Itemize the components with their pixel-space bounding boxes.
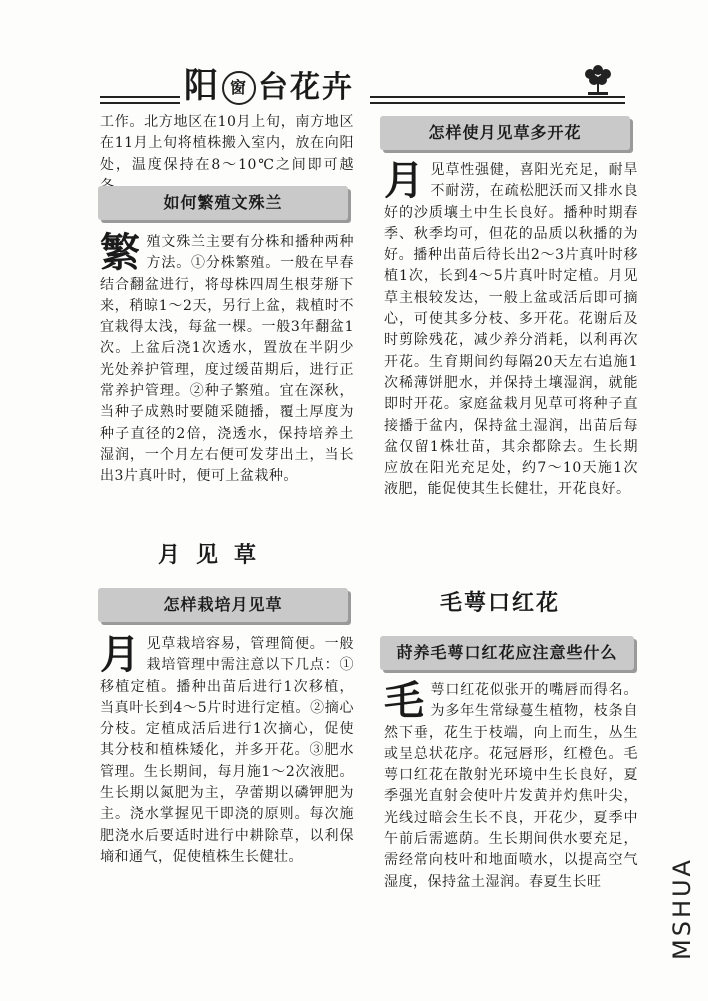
right-paragraph-1-text: 见草性强健，喜阳光充足，耐旱不耐涝，在疏松肥沃而又排水良好的沙质壤土中生长良好。播种时期春季、秋季均可，但花的品质以秋播的为好。播种出苗后待长出2～3片真叶时移植1次，长到4～5片真叶时定植。月见草主根较发达，一般上盆或活后即可摘心，可使其多分枝、多开花。花谢后及时剪除残花，减少养分消耗，以利再次开花。生育期间约每隔20天左右追施1次稀薄饼肥水，并保持土壤湿润，就能即时开花。家庭盆栽月见草可将种子直接播于盆内，保持盆土湿润，出苗后每盆仅留1株壮苗，其余都除去。生长期应放在阳光充足处，约7～10天施1次液肥，能促使其生长健壮，开花良好。 — [384, 162, 638, 498]
left-paragraph-1 — [100, 232, 354, 488]
masthead-title — [184, 66, 354, 108]
left-paragraph-1-dropcap: 繁 — [100, 230, 141, 276]
flower-icon — [578, 58, 618, 98]
left-paragraph-2-text: 见草栽培容易，管理简便。一般栽培管理中需注意以下几点：①移植定植。播种出苗后进行1次移植，当真叶长到4～5片时进行定植。②摘心分枝。定植成活后进行1次摘心，促使其分枝和植株矮化，并多开花。③肥水管理。生长期间，每月施1～2次液肥。生长期以氮肥为主，孕蕾期以磷钾肥为主。浇水掌握见干即浇的原则。每次施肥浇水后要适时进行中耕除草，以利保墒和通气，促使植株生长健壮。 — [100, 636, 354, 865]
masthead-rule-left — [100, 96, 180, 104]
right-paragraph-1-dropcap: 月 — [384, 158, 425, 204]
left-intro-text: 工作。北方地区在10月上旬，南方地区在11月上旬将植株搬入室内，放在向阳处，温度保持在8～10℃之间即可越 — [100, 114, 354, 173]
masthead-title-part1: 阳 — [184, 66, 220, 106]
left-section-title: 月见草 — [158, 543, 273, 568]
right-paragraph-2-dropcap: 毛 — [384, 678, 425, 724]
left-paragraph-2-dropcap: 月 — [100, 632, 141, 678]
left-banner-2: 怎样栽培月见草 — [98, 588, 348, 622]
masthead-title-part2: 台花卉 — [258, 70, 354, 105]
masthead-seal: 窗 — [222, 71, 256, 105]
right-banner-2: 莳养毛萼口红花应注意些什么 — [380, 636, 634, 670]
right-section-title: 毛萼口红花 — [440, 591, 561, 616]
right-paragraph-2 — [384, 680, 638, 893]
left-banner-1: 如何繁殖文殊兰 — [98, 186, 348, 220]
left-paragraph-1-text: 殖文殊兰主要有分株和播种两种方法。①分株繁殖。一般在早春结合翻盆进行，将母株四周生根芽掰下来，稍晾1～2天，另行上盆，栽植时不宜栽得太浅，每盆一棵。一般3年翻盆1次。上盆后浇1次透水，置放在半阴少光处养护管理，度过缓苗期后，进行正常养护管理。②种子繁殖。宜在深秋，当种子成熟时要随采随播，覆土厚度为种子直径的2倍，浇透水，保持培养土湿润，一个月左右便可发芽出土，当长出3片真叶时，便可上盆栽种。 — [100, 234, 354, 485]
masthead — [100, 58, 630, 112]
right-paragraph-1 — [384, 160, 638, 501]
left-paragraph-2 — [100, 634, 354, 868]
right-banner-1: 怎样使月见草多开花 — [380, 116, 630, 150]
watermark: MSHUA — [668, 857, 696, 960]
right-paragraph-2-text: 萼口红花似张开的嘴唇而得名。为多年生常绿蔓生植物，枝条自然下垂，花生于枝端，向上而生，丛生或呈总状花序。花冠唇形，红橙色。毛萼口红花在散射光环境中生长良好，夏季强光直射会使叶片发黄并灼焦叶尖，光线过暗会生长不良，开花少，夏季中午前后需遮荫。生长期间供水要充足，需经常向枝叶和地面喷水，以提高空气湿度，保持盆土湿润。春夏生长旺 — [384, 682, 638, 890]
